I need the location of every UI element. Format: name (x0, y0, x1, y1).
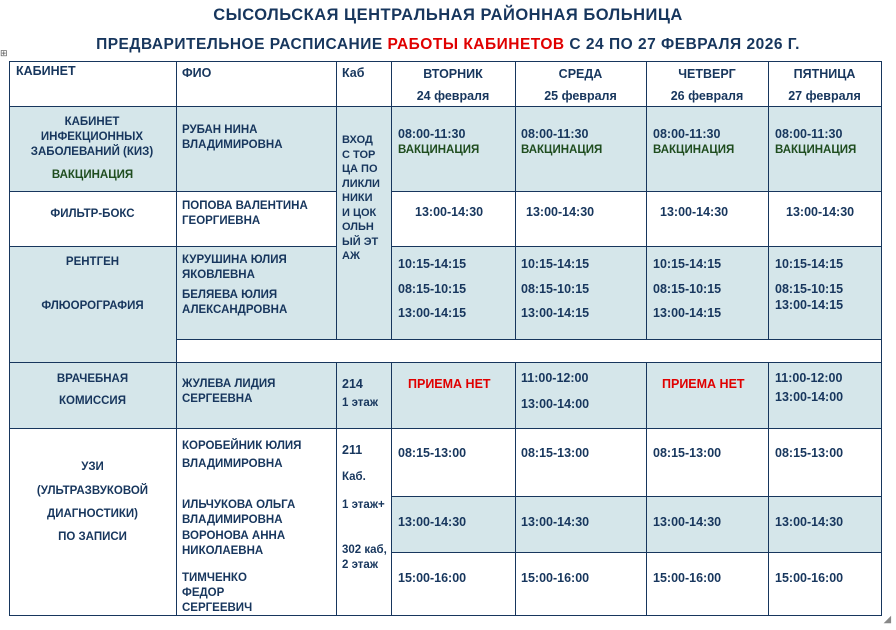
vk-kab-2: 1 этаж (342, 397, 378, 409)
filter-name: ФИЛЬТР-БОКС (50, 208, 135, 220)
uzi-t2-thu: 13:00-14:30 (653, 515, 722, 529)
kiz-fio: РУБАН НИНА ВЛАДИМИРОВНА (182, 124, 283, 151)
table-border-uzi-2 (391, 552, 882, 553)
table-border-bottom (9, 615, 882, 616)
uzi-t1-tue: 08:15-13:00 (398, 446, 467, 460)
col-border-fio (176, 61, 177, 363)
uzi-fio-1: КОРОБЕЙНИК ЮЛИЯ ВЛАДИМИРОВНА (182, 440, 302, 470)
col-header-thursday-date: 26 февраля (670, 89, 744, 103)
vk-kab-1: 214 (342, 377, 363, 391)
kiz-time-wed: 08:00-11:30 (521, 127, 589, 141)
vk-name-1: ВРАЧЕБНАЯ (56, 373, 129, 385)
uzi-fio-4: ТИМЧЕНКО ФЕДОР СЕРГЕЕВИЧ (182, 572, 253, 614)
kiz-name: КАБИНЕТ ИНФЕКЦИОННЫХ ЗАБОЛЕВАНИЙ (КИЗ) (30, 116, 154, 158)
table-border-kiz (9, 191, 336, 192)
col-header-tuesday-date: 24 февраля (416, 89, 490, 103)
col-border-kab (336, 61, 337, 340)
rentgen-fio-2: БЕЛЯЕВА ЮЛИЯ АЛЕКСАНДРОВНА (182, 289, 288, 316)
col-header-friday-date: 27 февраля (788, 89, 861, 103)
vk-no-reception-tue: ПРИЕМА НЕТ (408, 377, 491, 391)
col-header-thursday: ЧЕТВЕРГ (678, 67, 736, 81)
subtitle-part-a: ПРЕДВАРИТЕЛЬНОЕ РАСПИСАНИЕ (96, 36, 388, 53)
subtitle-part-b: С 24 ПО 27 ФЕВРАЛЯ 2026 Г. (564, 36, 800, 53)
uzi-t2-tue: 13:00-14:30 (398, 515, 467, 529)
table-border-vk (9, 428, 882, 429)
col-header-wednesday-date: 25 февраля (544, 89, 617, 103)
rentgen-l1-fri: 10:15-14:15 (775, 257, 844, 271)
table-border-filter-right (391, 246, 882, 247)
vk-no-reception-thu: ПРИЕМА НЕТ (662, 377, 745, 391)
kiz-note-tue: ВАКЦИНАЦИЯ (398, 144, 480, 156)
kiz-time-tue: 08:00-11:30 (398, 127, 466, 141)
table-move-handle-icon[interactable]: ⊞ (0, 48, 8, 58)
uzi-t3-wed: 15:00-16:00 (521, 571, 590, 585)
vk-name-2: КОМИССИЯ (59, 395, 126, 407)
table-border-empty (9, 362, 882, 363)
rentgen-l1-tue: 10:15-14:15 (398, 257, 467, 271)
uzi-t3-fri: 15:00-16:00 (775, 571, 844, 585)
uzi-t1-fri: 08:15-13:00 (775, 446, 844, 460)
uzi-kab-4: 302 каб, 2 этаж (342, 544, 387, 571)
kiz-time-fri: 08:00-11:30 (775, 127, 843, 141)
rentgen-name: РЕНТГЕН (65, 256, 120, 268)
uzi-name-3: ДИАГНОСТИКИ) (47, 508, 138, 520)
uzi-kab-3: 1 этаж+ (342, 499, 385, 511)
rentgen-l3-fri: 13:00-14:15 (775, 298, 844, 312)
table-border-rentgen (176, 339, 882, 340)
col-header-tuesday: ВТОРНИК (423, 67, 483, 81)
schedule-subtitle (0, 36, 896, 54)
filter-fio: ПОПОВА ВАЛЕНТИНА ГЕОРГИЕВНА (182, 200, 308, 227)
rentgen-l2-thu: 08:15-10:15 (653, 282, 722, 296)
vk-fri-1: 11:00-12:00 (775, 371, 843, 385)
page-corner-marker: ◢ (884, 614, 891, 624)
rentgen-l2-fri: 08:15-10:15 (775, 282, 844, 296)
hospital-title: СЫСОЛЬСКАЯ ЦЕНТРАЛЬНАЯ РАЙОННАЯ БОЛЬНИЦА (213, 6, 683, 24)
rentgen-name-background (9, 340, 176, 363)
col-header-cabinet: КАБИНЕТ (16, 64, 76, 78)
filter-time-fri: 13:00-14:30 (786, 205, 855, 219)
table-border-filter (9, 246, 336, 247)
rentgen-l1-wed: 10:15-14:15 (521, 257, 590, 271)
rentgen-l1-thu: 10:15-14:15 (653, 257, 722, 271)
rentgen-l3-thu: 13:00-14:15 (653, 306, 722, 320)
filter-time-thu: 13:00-14:30 (660, 205, 729, 219)
rentgen-l3-wed: 13:00-14:15 (521, 306, 590, 320)
col-header-wednesday: СРЕДА (558, 67, 603, 81)
subtitle-highlight: РАБОТЫ КАБИНЕТОВ (387, 36, 565, 53)
uzi-kab-2: Каб. (342, 471, 366, 483)
uzi-name-2: (УЛЬТРАЗВУКОВОЙ (36, 485, 149, 497)
uzi-t1-thu: 08:15-13:00 (653, 446, 722, 460)
kiz-note-fri: ВАКЦИНАЦИЯ (775, 144, 857, 156)
col-header-friday: ПЯТНИЦА (793, 67, 856, 81)
uzi-kab-1: 211 (342, 443, 363, 457)
filter-time-wed: 13:00-14:30 (526, 205, 595, 219)
fluoro-name: ФЛЮОРОГРАФИЯ (41, 300, 144, 312)
col-border-tue-lower (391, 362, 392, 616)
uzi-t2-fri: 13:00-14:30 (775, 515, 844, 529)
table-border-uzi-1 (391, 496, 882, 497)
uzi-t1-wed: 08:15-13:00 (521, 446, 590, 460)
col-header-fio: ФИО (182, 66, 212, 80)
kiz-sub: ВАКЦИНАЦИЯ (51, 169, 134, 181)
rentgen-l2-tue: 08:15-10:15 (398, 282, 467, 296)
col-border-kab-lower (336, 362, 337, 616)
uzi-fio-3: ВОРОНОВА АННА НИКОЛАЕВНА (182, 530, 286, 557)
uzi-t3-tue: 15:00-16:00 (398, 571, 467, 585)
table-border-right (881, 61, 882, 616)
vk-wed-2: 13:00-14:00 (521, 397, 590, 411)
col-border-fri-lower (768, 362, 769, 616)
col-border-fio-lower (176, 362, 177, 616)
uzi-name-4: ПО ЗАПИСИ (58, 531, 127, 543)
table-border-header (9, 106, 882, 107)
kiz-note-wed: ВАКЦИНАЦИЯ (521, 144, 603, 156)
uzi-t3-thu: 15:00-16:00 (653, 571, 722, 585)
uzi-fio-2: ИЛЬЧУКОВА ОЛЬГА ВЛАДИМИРОВНА (182, 499, 296, 526)
table-border-top (9, 61, 882, 62)
uzi-t2-wed: 13:00-14:30 (521, 515, 590, 529)
col-border-wed-lower (515, 362, 516, 616)
vk-fio: ЖУЛЕВА ЛИДИЯ СЕРГЕЕВНА (182, 378, 276, 405)
vk-wed-1: 11:00-12:00 (521, 371, 589, 385)
kiz-note-thu: ВАКЦИНАЦИЯ (653, 144, 735, 156)
kiz-time-thu: 08:00-11:30 (653, 127, 721, 141)
rentgen-fio-1: КУРУШИНА ЮЛИЯ ЯКОВЛЕВНА (182, 254, 287, 281)
shared-kab-note: ВХОД С ТОРЦА ПОЛИКЛИНИКИ И ЦОКОЛЬНЫЙ ЭТАЖ (342, 134, 380, 262)
rentgen-l3-tue: 13:00-14:15 (398, 306, 467, 320)
vk-fri-2: 13:00-14:00 (775, 390, 844, 404)
filter-time-tue: 13:00-14:30 (415, 205, 484, 219)
table-border-kiz-right (391, 191, 882, 192)
col-border-thu-lower (646, 362, 647, 616)
rentgen-l2-wed: 08:15-10:15 (521, 282, 590, 296)
col-header-kab: Каб (342, 66, 365, 80)
uzi-name-1: УЗИ (81, 461, 104, 473)
